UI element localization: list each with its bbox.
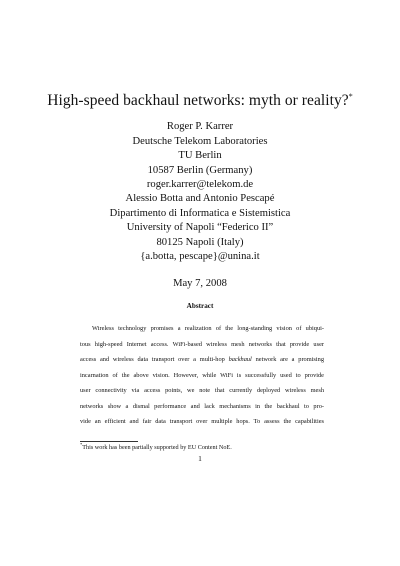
paper-date: May 7, 2008 [173,278,227,289]
title-footnote-mark: * [348,91,353,101]
abstract-line: networks show a dismal performance and lack mechanisms in the backhaul to pro- [80,402,324,410]
author-affiliation: Deutsche Telekom Laboratories [132,135,268,147]
footnote-text: This work has been partially supported by EU Content NoE. [82,444,232,451]
abstract-line-text: access and wireless data transport over a multi-hop backhaul network are a promising [80,356,324,363]
emphasis-backhaul: backhaul [228,356,252,363]
footnote-rule [80,441,138,442]
footnote [80,441,340,452]
author-department: Dipartimento di Informatica e Sistemistica [109,207,291,219]
author-block-karrer [0,120,400,193]
author-address: 80125 Napoli (Italy) [156,236,244,248]
abstract-line: incarnation of the above vision. However, while WiFi is successfully used to provide [80,371,324,379]
author-block-botta-pescape [0,192,400,265]
author-emails: {a.botta, pescape}@unina.it [140,251,260,263]
author-address: 10587 Berlin (Germany) [147,164,253,176]
abstract-line: tous high-speed Internet access. WiFi-based wireless mesh networks that provide user [80,340,324,348]
abstract-line [80,352,324,368]
author-university: University of Napoli “Federico II” [126,222,274,234]
page-number: 1 [198,454,202,463]
author-names: Alessio Botta and Antonio Pescapé [125,193,275,204]
author-email: roger.karrer@telekom.de [146,179,254,191]
paper-title-text: High-speed backhaul networks: myth or reality? [47,92,349,109]
abstract-line: user connectivity via access points, we note that currently deployed wireless mesh [80,387,324,394]
author-institution: TU Berlin [178,150,222,162]
abstract-heading: Abstract [186,302,214,310]
abstract-line: Wireless technology promises a realization of the long-standing vision of ubiqui- [92,325,324,332]
abstract-line: vide an efficient and fair data transport over multiple hops. To assess the capabilities [80,418,324,425]
abstract-body [80,321,324,430]
paper-title [0,92,400,110]
footnote-mark: * [80,441,83,447]
author-name: Roger P. Karrer [166,121,234,132]
